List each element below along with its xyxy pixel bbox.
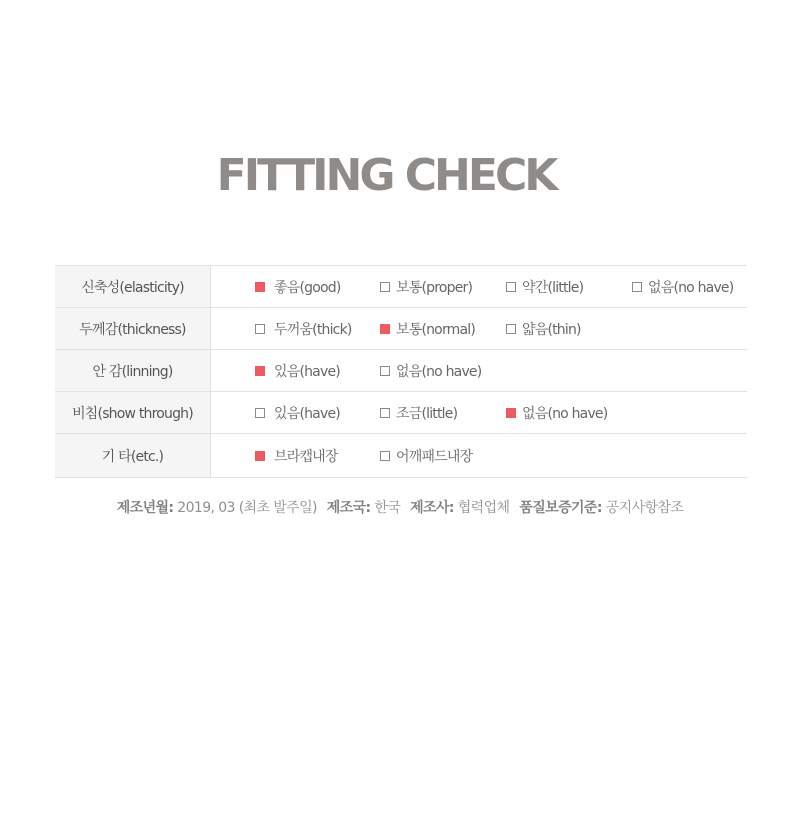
country-value: 한국 xyxy=(374,500,401,516)
checkbox-empty-icon xyxy=(380,366,390,376)
checkbox-empty-icon xyxy=(380,282,390,292)
row-label: 기 타(etc.) xyxy=(55,434,211,478)
fitting-check-table xyxy=(55,265,747,478)
option xyxy=(632,277,733,297)
table-row-elasticity xyxy=(55,266,747,308)
checkbox-checked-icon xyxy=(255,282,265,292)
country-label: 제조국: xyxy=(326,500,371,516)
row-options xyxy=(211,308,748,350)
checkbox-checked-icon xyxy=(255,366,265,376)
option xyxy=(255,446,338,466)
table-row-linning xyxy=(55,350,747,392)
option xyxy=(506,277,583,297)
option-label: 두꺼움(thick) xyxy=(274,321,352,338)
checkbox-empty-icon xyxy=(506,282,516,292)
maker-value: 협력업체 xyxy=(457,500,510,516)
option-label: 있음(have) xyxy=(274,363,340,380)
page-title: FITTING CHECK xyxy=(216,150,556,201)
checkbox-checked-icon xyxy=(255,451,265,461)
option xyxy=(380,361,481,381)
option xyxy=(380,403,457,423)
table-row-thickness xyxy=(55,308,747,350)
checkbox-empty-icon xyxy=(632,282,642,292)
option xyxy=(255,403,340,423)
option xyxy=(380,446,472,466)
checkbox-empty-icon xyxy=(255,324,265,334)
row-label: 안 감(linning) xyxy=(55,350,211,392)
option xyxy=(506,403,607,423)
checkbox-empty-icon xyxy=(506,324,516,334)
checkbox-empty-icon xyxy=(380,451,390,461)
option xyxy=(506,319,581,339)
row-options xyxy=(211,434,748,478)
checkbox-empty-icon xyxy=(255,408,265,418)
option xyxy=(255,361,340,381)
option-label: 조금(little) xyxy=(396,405,458,422)
table-row-etc xyxy=(55,434,747,478)
option-label: 얇음(thin) xyxy=(522,321,581,338)
row-options xyxy=(211,392,748,434)
row-options xyxy=(211,350,748,392)
warranty-value: 공지사항참조 xyxy=(605,500,684,516)
checkbox-empty-icon xyxy=(380,408,390,418)
option-label: 브라캡내장 xyxy=(274,448,338,465)
row-options xyxy=(211,266,748,308)
option-label: 없음(no have) xyxy=(648,279,734,296)
maker-label: 제조사: xyxy=(410,500,454,516)
option xyxy=(255,319,352,339)
option-label: 없음(no have) xyxy=(522,405,608,422)
option-label: 보통(proper) xyxy=(396,279,473,296)
option-label: 보통(normal) xyxy=(396,321,476,338)
option xyxy=(255,277,340,297)
product-info-footer xyxy=(0,497,800,517)
checkbox-checked-icon xyxy=(380,324,390,334)
option-label: 있음(have) xyxy=(274,405,340,422)
row-label: 비침(show through) xyxy=(55,392,211,434)
option-label: 좋음(good) xyxy=(274,279,341,296)
row-label: 두께감(thickness) xyxy=(55,308,211,350)
option xyxy=(380,319,475,339)
option-label: 어깨패드내장 xyxy=(396,448,473,465)
checkbox-checked-icon xyxy=(506,408,516,418)
warranty-label: 품질보증기준: xyxy=(519,500,602,516)
option xyxy=(380,277,472,297)
row-label: 신축성(elasticity) xyxy=(55,266,211,308)
table-row-show-through xyxy=(55,392,747,434)
manufacture-date-value: 2019, 03 (최초 발주일) xyxy=(177,500,317,516)
option-label: 약간(little) xyxy=(522,279,584,296)
manufacture-date-label: 제조년월: xyxy=(116,500,174,516)
option-label: 없음(no have) xyxy=(396,363,482,380)
